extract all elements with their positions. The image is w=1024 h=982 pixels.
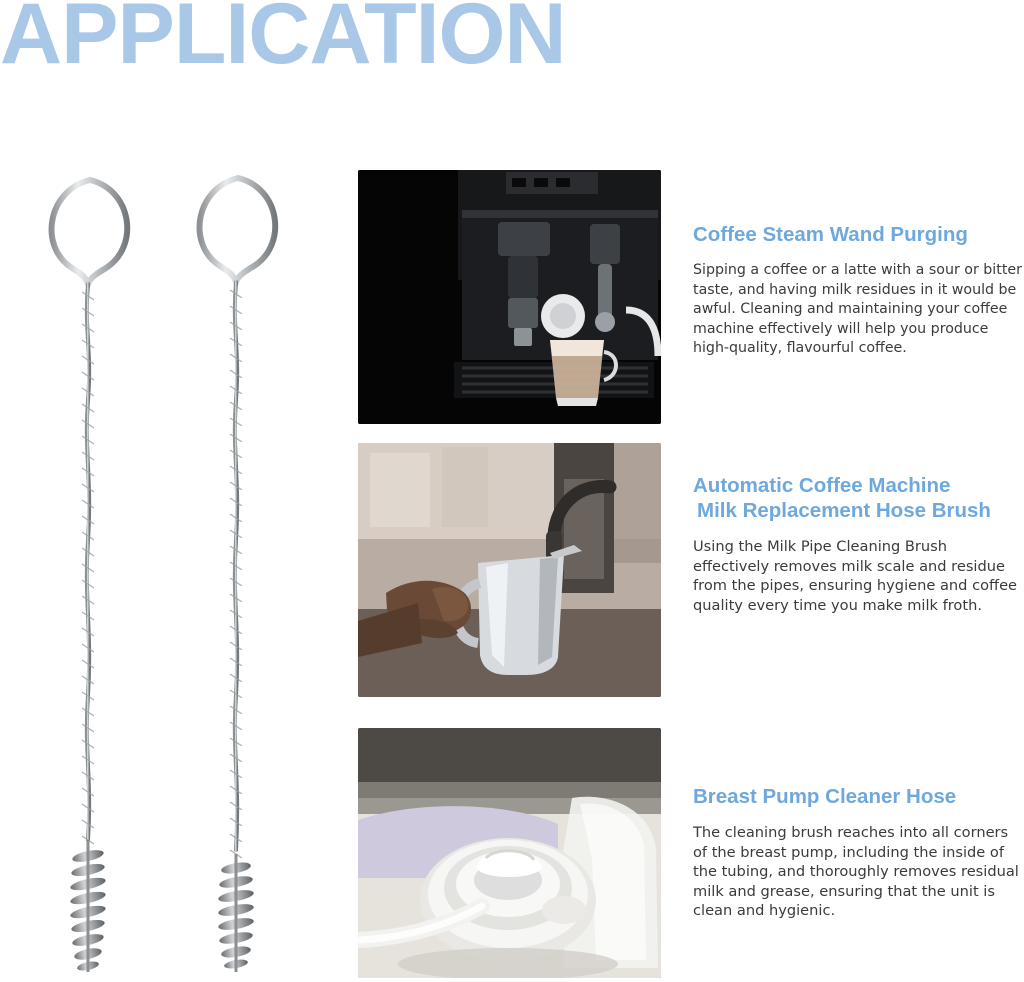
- block-title: Coffee Steam Wand Purging: [693, 223, 968, 246]
- product-photo: [10, 150, 330, 980]
- image-breast-pump-parts: [358, 728, 661, 978]
- cleaning-brush-left: [30, 150, 150, 980]
- block-title: Breast Pump Cleaner Hose: [693, 785, 957, 808]
- cleaning-brush-right: [180, 150, 300, 980]
- block-title: [693, 473, 1024, 523]
- application-block-coffee-steam-wand-purging: [358, 170, 1024, 424]
- text-milk-hose-brush: [693, 443, 1024, 697]
- text-coffee-steam-wand-purging: [693, 170, 1024, 424]
- text-breast-pump-cleaner-hose: [693, 728, 1024, 978]
- block-body: The cleaning brush reaches into all corners of the breast pump, including the inside of the tubing, and thoroughly removes residual milk and grease, ensuring that the unit is clean and hygienic.: [693, 824, 1019, 919]
- image-coffee-machine-steam-wand: [358, 170, 661, 424]
- page-title: APPLICATION: [0, 0, 566, 82]
- image-milk-pitcher-steam-wand: [358, 443, 661, 697]
- block-body: Using the Milk Pipe Cleaning Brush effectively removes milk scale and residue from the pipes, ensuring hygiene and coffee quality every time you make milk froth.: [693, 538, 1018, 614]
- block-title-line2: Milk Replacement Hose Brush: [697, 499, 991, 522]
- application-block-breast-pump-cleaner-hose: [358, 728, 1024, 978]
- application-block-milk-hose-brush: [358, 443, 1024, 697]
- block-title-line1: Automatic Coffee Machine: [693, 474, 951, 497]
- block-body: Sipping a coffee or a latte with a sour or bitter taste, and having milk residues in it would be awful. Cleaning and maintaining your coffee machine effectively will help you produce high-quality, flavourful coffee.: [693, 262, 1022, 356]
